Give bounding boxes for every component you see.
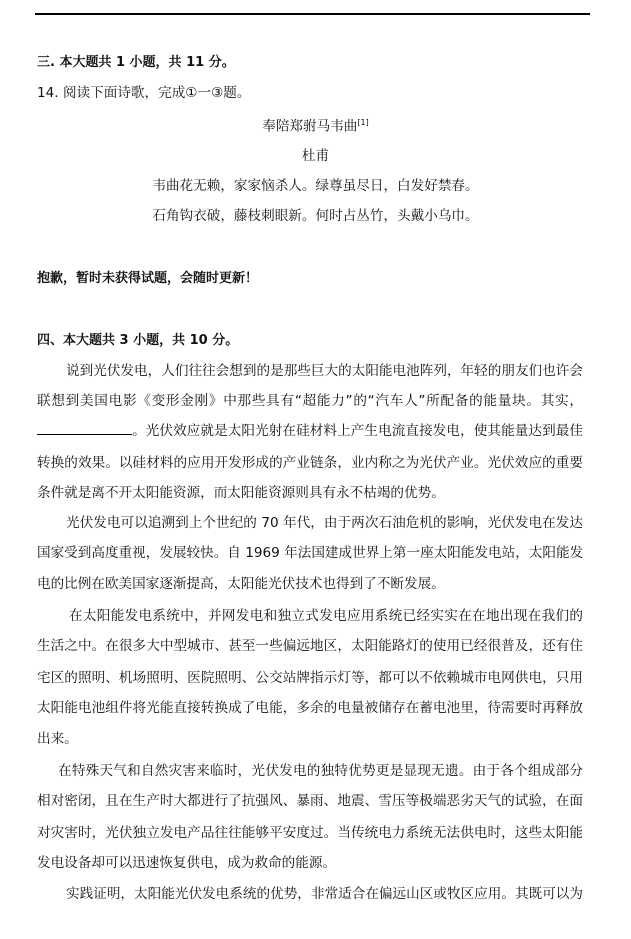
poem-line: 石角钩衣破，藤枝刺眼新。何时占丛竹，头戴小乌巾。 (152, 208, 479, 224)
paragraph-line: 发电设备却可以迅速恢复供电，成为救命的能源。 (37, 855, 337, 871)
question-14: 14. 阅读下面诗歌，完成①一③题。 (37, 85, 251, 101)
paragraph-line: 实践证明，太阳能光伏发电系统的优势，非常适合在偏远山区或牧区应用。其既可以为 (66, 886, 583, 902)
paragraph-line: 在太阳能发电系统中，并网发电和独立式发电应用系统已经实实在在地出现在我们的 (69, 608, 583, 624)
paragraph-line: 国家受到高度重视，发展较快。自 1969 年法国建成世界上第一座太阳能发电站，太阳能发 (37, 545, 584, 561)
poem-title (0, 114, 631, 136)
paragraph-line: 电的比例在欧美国家逐渐提高，太阳能光伏技术也得到了不断发展。 (37, 576, 445, 592)
section-4-heading: 四、本大题共 3 小题，共 10 分。 (37, 333, 239, 348)
poem-title-text: 奉陪郑驸马韦曲 (262, 118, 358, 135)
paragraph-line: 在特殊天气和自然灾害来临时，光伏发电的独特优势更是显现无遗。由于各个组成部分 (58, 763, 583, 779)
paragraph-line: 转换的效果。以硅材料的应用开发形成的产业链条，业内称之为光伏产业。光伏效应的重要 (37, 455, 583, 471)
paragraph-line: 太阳能电池组件将光能直接转换成了电能，多余的电量被储存在蓄电池里，待需要时再释放 (37, 700, 583, 716)
paragraph-line: 说到光伏发电，人们往往会想到的是那些巨大的太阳能电池阵列，年轻的朋友们也许会 (66, 363, 583, 379)
paragraph-line: 联想到美国电影《变形金刚》中那些具有“超能力”的“汽车人”所配备的能量块。其实， (37, 393, 583, 409)
paragraph-line: 生活之中。在很多大中型城市、甚至一些偏远地区，太阳能路灯的使用已经很普及，还有住 (37, 638, 583, 654)
paragraph-line-text: 。光伏效应就是太阳光射在硅材料上产生电流直接发电，使其能量达到最佳 (132, 423, 583, 439)
paragraph-line: 出来。 (37, 731, 78, 747)
unavailable-notice: 抱歉，暂时未获得试题，会随时更新！ (37, 271, 259, 286)
paragraph-line: 宅区的照明、机场照明、医院照明、公交站牌指示灯等，都可以不依赖城市电网供电，只用 (37, 670, 583, 686)
paragraph-line: 相对密闭，且在生产时大都进行了抗强风、暴雨、地震、雪压等极端恶劣天气的试验，在面 (37, 793, 583, 809)
top-rule (35, 13, 590, 15)
poem-note: [1] (357, 118, 369, 127)
poem-line: 韦曲花无赖，家家恼杀人。绿尊虽尽日，白发好禁春。 (152, 178, 479, 194)
paragraph-line-with-blank (37, 422, 583, 440)
section-3-heading: 三. 本大题共 1 小题，共 11 分。 (37, 55, 235, 70)
poem-author: 杜甫 (301, 148, 330, 164)
paragraph-line: 对灾害时，光伏独立发电产品往往能够平安度过。当传统电力系统无法供电时，这些太阳能 (37, 825, 583, 841)
fill-in-blank[interactable] (37, 422, 132, 435)
paragraph-line: 条件就是离不开太阳能资源，而太阳能资源则具有永不枯竭的优势。 (37, 485, 445, 501)
paragraph-line: 光伏发电可以追溯到上个世纪的 70 年代，由于两次石油危机的影响，光伏发电在发达 (66, 515, 583, 531)
